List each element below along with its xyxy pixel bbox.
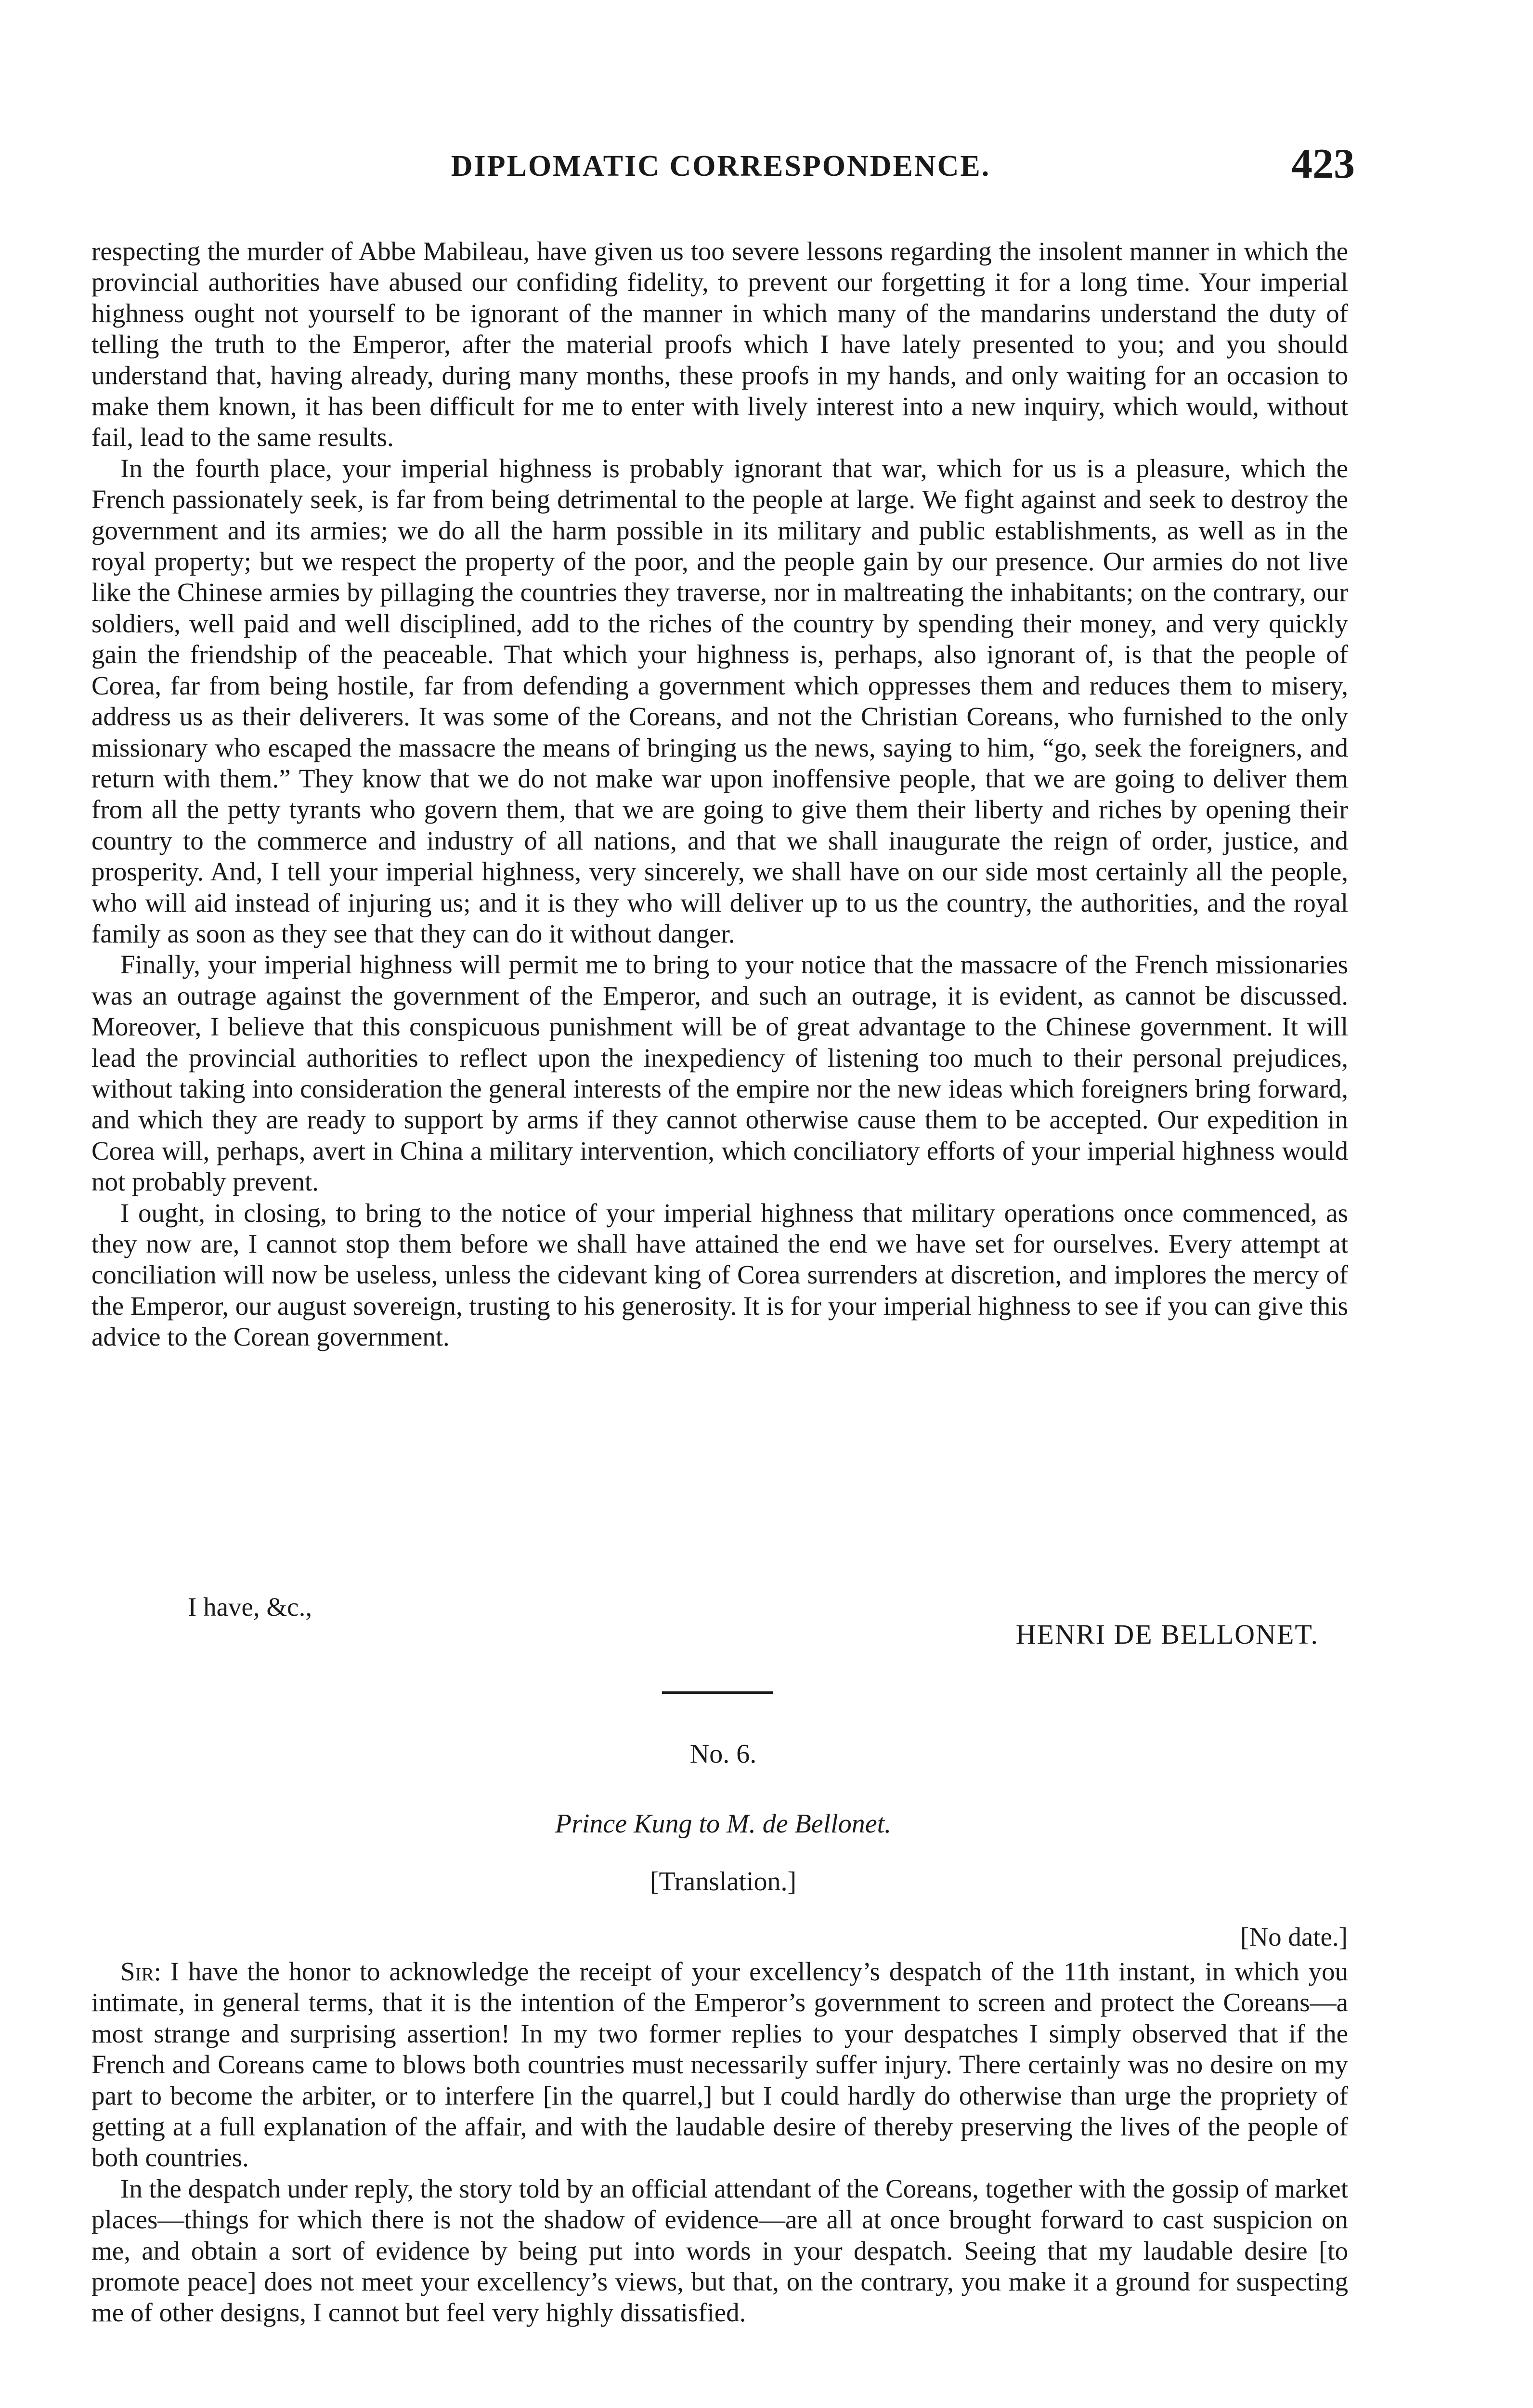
letter-signature: HENRI DE BELLONET. — [1015, 1619, 1319, 1650]
section-divider — [662, 1691, 773, 1694]
letter-paragraph-2: In the fourth place, your imperial highness is probably ignorant that war, which for us is a pleasure, which the French passionately seek, is far from being detrimental to the people at large. We fight against and seek to destroy the government and its armies; we do all the harm possible in its military and public establishments, as well as in the royal property; but we respect the property of the poor, and the people gain by our presence. Our armies do not live like the Chinese armies by pillaging the countries they traverse, nor in maltreating the inhabitants; on the contrary, our soldiers, well paid and well disciplined, add to the riches of the country by spending their money, and very quickly gain the friendship of the peaceable. That which your highness is, perhaps, also ignorant of, is that the people of Corea, far from being hostile, far from defending a government which oppresses them and reduces them to misery, address us as their deliverers. It was some of the Coreans, and not the Christian Coreans, who furnished to the only missionary who escaped the massacre the means of bringing us the news, saying to him, “go, seek the foreigners, and return with them.” They know that we do not make war upon inoffensive people, that we are going to deliver them from all the petty tyrants who govern them, that we are going to give them their liberty and riches by opening their country to the commerce and industry of all nations, and that we shall inaugurate the reign of order, justice, and prosperity. And, I tell your imperial highness, very sincerely, we shall have on our side most certainly all the people, who will aid instead of injuring us; and it is they who will deliver up to us the country, the authorities, and the royal family as soon as they see that they can do it without danger. — [91, 453, 1348, 948]
document-date: [No date.] — [1240, 1922, 1348, 1951]
letter-paragraph-4: I ought, in closing, to bring to the notice of your imperial highness that military operations once commenced, as they now are, I cannot stop them before we shall have attained the end we have set for ourselves. Every attempt at conciliation will now be useless, unless the cidevant king of Corea surrenders at discretion, and implores the mercy of the Emperor, our august sovereign, trusting to his generosity. It is for your imperial highness to see if you can give this advice to the Corean government. — [91, 1198, 1348, 1352]
page-header — [87, 140, 1355, 197]
letter-closing: I have, &c., — [188, 1592, 312, 1622]
document-paragraph-2: In the despatch under reply, the story told by an official attendant of the Coreans, together with the gossip of market places—things for which there is not the shadow of evidence—are all at once brought forward to cast suspicion on me, and obtain a sort of evidence by being put into words in your despatch. Seeing that my laudable desire [to promote peace] does not meet your excellency’s views, but that, on the contrary, you make it a ground for suspecting me of other designs, I cannot but feel very highly dissatisfied. — [91, 2173, 1348, 2328]
document-paragraph-1-text: : I have the honor to acknowledge the receipt of your excellency’s despatch of the 11th instant, in which you intimate, in general terms, that it is the intention of the Emperor’s government to screen and protect the Coreans—a most strange and surprising assertion! In my two former replies to your despatches I simply observed that if the French and Coreans came to blows both countries must necessarily suffer injury. There certainly was no desire on my part to become the arbiter, or to interfere [in the quarrel,] but I could hardly do otherwise than urge the propriety of getting at a full explanation of the affair, and with the laudable desire of thereby preserving the lives of the people of both countries. — [91, 1957, 1348, 2172]
salutation: Sir — [120, 1957, 154, 1986]
letter-paragraph-3: Finally, your imperial highness will permit me to bring to your notice that the massacre of the French missionaries was an outrage against the government of the Emperor, and such an outrage, it is evident, as cannot be discussed. Moreover, I believe that this conspicuous punishment will be of great advantage to the Chinese government. It will lead the provincial authorities to reflect upon the inexpediency of listening too much to their personal prejudices, without taking into consideration the general interests of the empire nor the new ideas which foreigners bring forward, and which they are ready to support by arms if they cannot otherwise cause them to be accepted. Our expedition in Corea will, perhaps, avert in China a military intervention, which conciliatory efforts of your imperial highness would not probably prevent. — [91, 950, 1348, 1197]
document-body — [91, 1956, 1348, 2329]
translation-note: [Translation.] — [650, 1867, 797, 1897]
page-number: 423 — [1291, 141, 1355, 187]
document-title: Prince Kung to M. de Bellonet. — [555, 1809, 892, 1839]
running-head: DIPLOMATIC CORRESPONDENCE. — [451, 150, 991, 183]
letter-paragraph-1: respecting the murder of Abbe Mabileau, have given us too severe lessons regarding the insolent manner in which the provincial authorities have abused our confiding fidelity, to prevent our forgetting it for a long time. Your imperial highness ought not yourself to be ignorant of the manner in which many of the mandarins understand the duty of telling the truth to the Emperor, after the material proofs which I have lately presented to you; and you should understand that, having already, during many months, these proofs in my hands, and only waiting for an occasion to make them known, it has been difficult for me to enter with lively interest into a new inquiry, which would, without fail, lead to the same results. — [91, 236, 1348, 452]
document-number: No. 6. — [689, 1739, 757, 1769]
document-paragraph-1 — [91, 1956, 1348, 2173]
letter-body — [91, 236, 1348, 1353]
